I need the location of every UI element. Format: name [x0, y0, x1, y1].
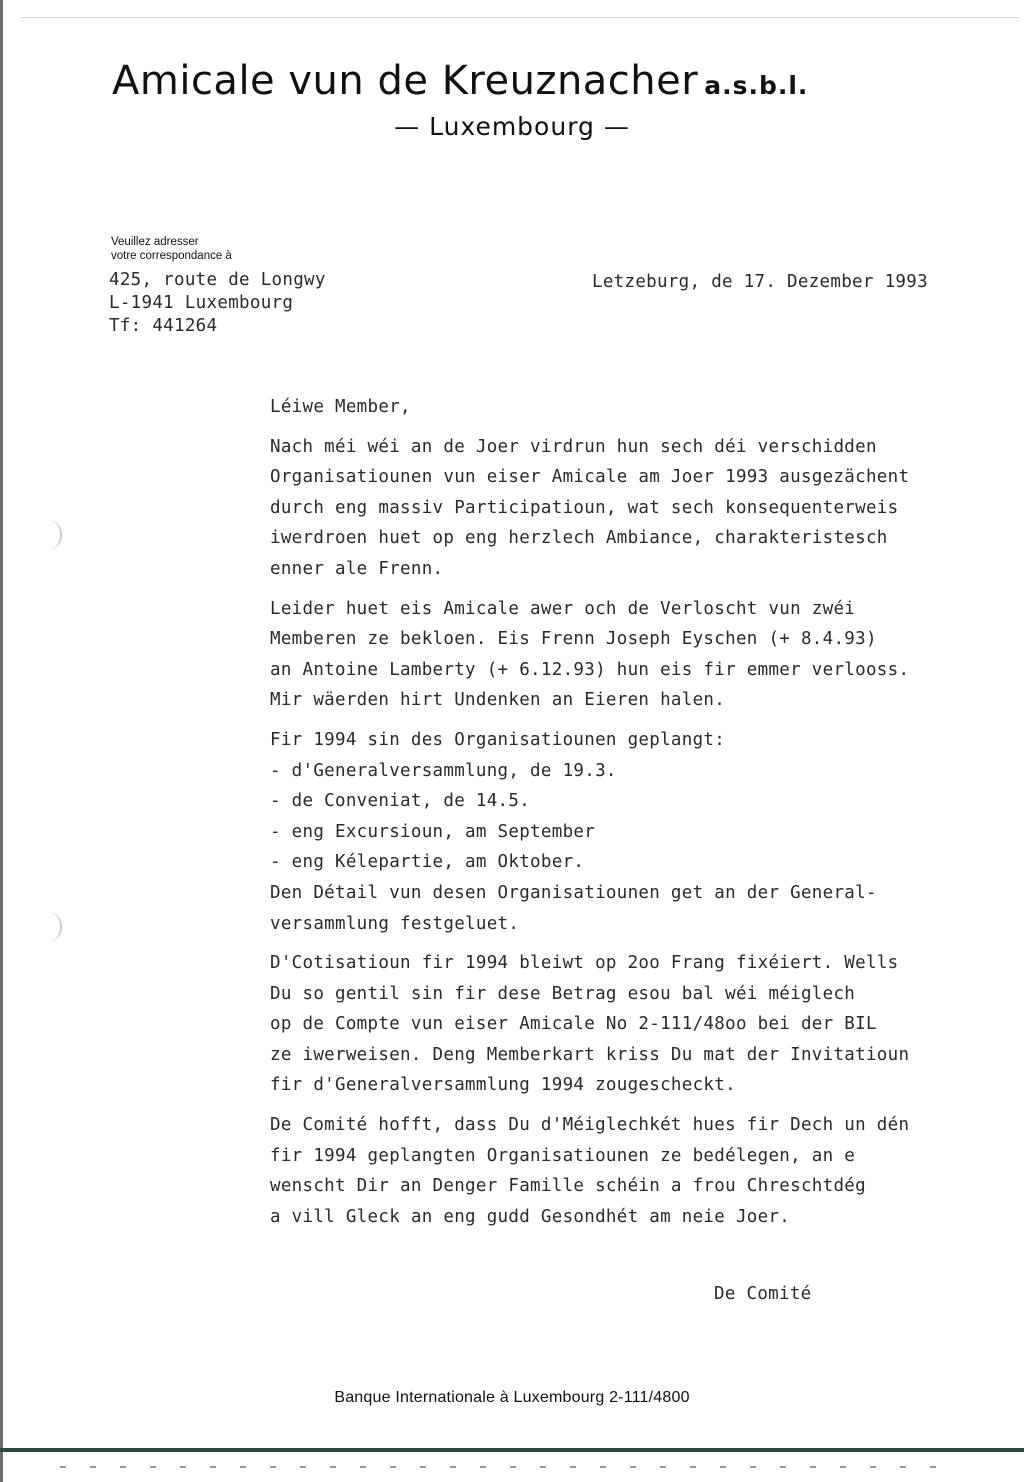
signature: De Comité	[714, 1284, 812, 1304]
body-line: iwerdroen huet op eng herzlech Ambiance, charakteristesch	[270, 528, 888, 549]
body-line: - eng Kélepartie, am Oktober.	[270, 852, 585, 873]
sender-address	[109, 269, 326, 338]
punch-hole-mark	[48, 912, 62, 942]
body-line: Du so gentil sin fir dese Betrag esou bal wéi méiglech	[270, 983, 856, 1004]
body-line: versammlung festgeluet.	[270, 913, 520, 934]
organization-suffix: a.s.b.l.	[704, 71, 809, 100]
body-line: durch eng massiv Participatioun, wat sech konsequenterweis	[270, 497, 899, 518]
paragraph-5	[270, 1110, 1024, 1232]
correspondence-label-line: Veuillez adresser	[111, 236, 199, 248]
body-line: D'Cotisatioun fir 1994 bleiwt op 2oo Frang fixéiert. Wells	[270, 953, 899, 974]
body-line: Mir wäerden hirt Undenken an Eieren halen.	[270, 690, 726, 711]
body-line: wenscht Dir an Denger Famille schéin a frou Chreschtdég	[270, 1176, 866, 1197]
bottom-scan-marks	[60, 1466, 960, 1468]
letterhead-city: — Luxembourg —	[394, 112, 630, 141]
footer-bank-details: Banque Internationale à Luxembourg 2-111/4800	[334, 1389, 690, 1406]
punch-hole-mark	[48, 520, 62, 550]
address-line: Tf: 441264	[109, 316, 218, 336]
correspondence-label-line: votre correspondance à	[111, 250, 232, 262]
address-line: L-1941 Luxembourg	[109, 293, 294, 313]
organization-name: Amicale vun de Kreuznacher	[112, 58, 699, 104]
paragraph-2	[270, 594, 1024, 716]
paragraph-3	[270, 725, 1024, 939]
body-line: an Antoine Lamberty (+ 6.12.93) hun eis fir emmer verlooss.	[270, 659, 910, 680]
salutation: Léiwe Member,	[270, 397, 411, 417]
body-line: op de Compte vun eiser Amicale No 2-111/48oo bei der BIL	[270, 1014, 877, 1035]
paragraph-4	[270, 948, 1024, 1101]
body-line: Fir 1994 sin des Organisatiounen geplangt:	[270, 729, 726, 750]
body-line: Den Détail vun desen Organisatiounen get an der General-	[270, 882, 877, 903]
correspondence-label	[111, 235, 311, 263]
body-line: a vill Gleck an eng gudd Gesondhét am neie Joer.	[270, 1206, 791, 1227]
top-border-line	[20, 17, 1020, 18]
body-line: fir d'Generalversammlung 1994 zougescheckt.	[270, 1075, 736, 1096]
body-line: - d'Generalversammlung, de 19.3.	[270, 760, 617, 781]
body-line: - eng Excursioun, am September	[270, 821, 596, 842]
address-line: 425, route de Longwy	[109, 270, 326, 290]
body-line: Organisatiounen vun eiser Amicale am Joer 1993 ausgezächent	[270, 467, 910, 488]
body-line: De Comité hofft, dass Du d'Méiglechkét hues fir Dech un dén	[270, 1115, 910, 1136]
page-edge-shadow	[0, 0, 3, 1482]
letterhead-title	[112, 58, 808, 104]
body-line: ze iwerweisen. Deng Memberkart kriss Du mat der Invitatioun	[270, 1044, 910, 1065]
body-line: - de Conveniat, de 14.5.	[270, 791, 531, 812]
body-line: Nach méi wéi an de Joer virdrun hun sech déi verschidden	[270, 436, 877, 457]
body-line: fir 1994 geplangten Organisatiounen ze bedélegen, an e	[270, 1145, 856, 1166]
body-line: enner ale Frenn.	[270, 558, 444, 579]
bottom-border-band	[0, 1448, 1024, 1452]
body-line: Memberen ze bekloen. Eis Frenn Joseph Eyschen (+ 8.4.93)	[270, 629, 877, 650]
letter-date: Letzeburg, de 17. Dezember 1993	[592, 272, 928, 292]
letter-body	[270, 392, 1024, 1232]
paragraph-1	[270, 432, 1024, 585]
body-line: Leider huet eis Amicale awer och de Verloscht vun zwéi	[270, 598, 856, 619]
